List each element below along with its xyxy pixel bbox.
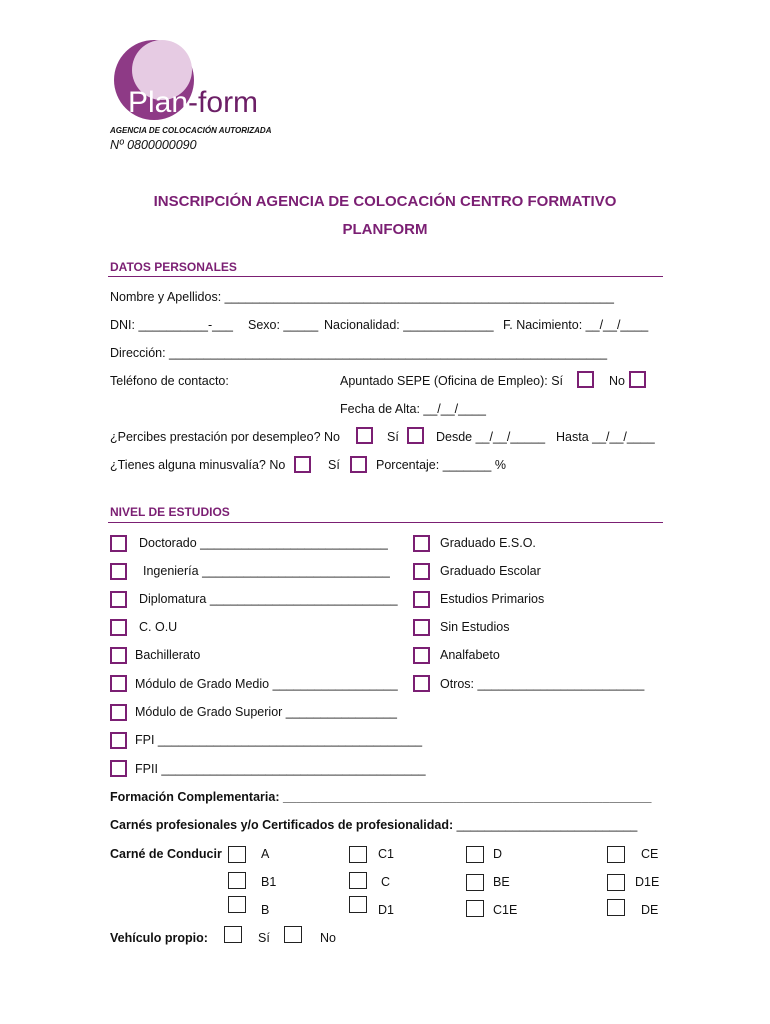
vehicle-no-checkbox[interactable]: [284, 926, 302, 943]
certs-label: Carnés profesionales y/o Certificados de profesionalidad:: [110, 818, 454, 832]
disability-si-label: Sí: [328, 458, 340, 472]
study-label-fpii: FPII ______________________________________: [135, 762, 426, 776]
logo-dash: -: [188, 86, 199, 119]
study-checkbox-fpii[interactable]: [110, 760, 127, 777]
agency-text: AGENCIA DE COLOCACIÓN AUTORIZADA: [110, 126, 272, 135]
study-checkbox-grado-medio[interactable]: [110, 675, 127, 692]
study-label-sin-estudios: Sin Estudios: [440, 620, 510, 634]
license-checkbox-be[interactable]: [466, 874, 484, 891]
study-label-bachillerato: Bachillerato: [135, 648, 201, 662]
vehicle-label: Vehículo propio:: [110, 931, 208, 945]
study-checkbox-doctorado[interactable]: [110, 535, 127, 552]
license-label-c: C: [381, 875, 391, 889]
sex-field[interactable]: Sexo: _____: [248, 318, 319, 332]
study-label-eso: Graduado E.S.O.: [440, 536, 536, 550]
license-label-be: BE: [493, 875, 510, 889]
name-field[interactable]: Nombre y Apellidos: ________________________________________________________: [110, 290, 614, 304]
study-label-cou: C. O.U: [139, 620, 178, 634]
phone-label: Teléfono de contacto:: [110, 374, 229, 388]
license-label-d1e: D1E: [635, 875, 660, 889]
license-label: Carné de Conducir: [110, 847, 222, 861]
license-label-de: DE: [641, 903, 659, 917]
study-label-doctorado: Doctorado ___________________________: [139, 536, 388, 550]
percent-field[interactable]: Porcentaje: _______ %: [376, 458, 506, 472]
study-label-grado-medio: Módulo de Grado Medio __________________: [135, 677, 398, 691]
alta-date-field[interactable]: Fecha de Alta: __/__/____: [340, 402, 486, 416]
license-checkbox-d1e[interactable]: [607, 874, 625, 891]
benefit-label: ¿Percibes prestación por desempleo? No: [110, 430, 340, 444]
license-checkbox-b1[interactable]: [228, 872, 246, 889]
logo: [106, 40, 266, 132]
study-checkbox-fpi[interactable]: [110, 732, 127, 749]
agency-number: Nº 0800000090: [110, 138, 197, 152]
license-checkbox-ce[interactable]: [607, 846, 625, 863]
license-checkbox-c1e[interactable]: [466, 900, 484, 917]
sepe-no-checkbox[interactable]: [629, 371, 646, 388]
license-label-b: B: [261, 903, 270, 917]
license-label-ce: CE: [641, 847, 659, 861]
benefit-no-checkbox[interactable]: [356, 427, 373, 444]
address-field[interactable]: Dirección: _______________________________________________________________: [110, 346, 608, 360]
license-checkbox-d[interactable]: [466, 846, 484, 863]
license-checkbox-c1[interactable]: [349, 846, 367, 863]
license-label-a: A: [261, 847, 270, 861]
study-label-diplomatura: Diplomatura ___________________________: [139, 592, 398, 606]
form-title-line1: INSCRIPCIÓN AGENCIA DE COLOCACIÓN CENTRO FORMATIVO: [153, 193, 617, 210]
study-label-primarios: Estudios Primarios: [440, 592, 545, 606]
license-label-d1: D1: [378, 903, 394, 917]
birth-date-field[interactable]: F. Nacimiento: __/__/____: [503, 318, 649, 332]
license-label-c1e: C1E: [493, 903, 518, 917]
vehicle-si-label: Sí: [258, 931, 270, 945]
license-checkbox-c[interactable]: [349, 872, 367, 889]
hasta-field[interactable]: Hasta __/__/____: [556, 430, 655, 444]
vehicle-si-checkbox[interactable]: [224, 926, 242, 943]
license-label-b1: B1: [261, 875, 277, 889]
study-checkbox-ingenieria[interactable]: [110, 563, 127, 580]
study-label-grado-superior: Módulo de Grado Superior ________________: [135, 705, 398, 719]
section-personal-heading: DATOS PERSONALES: [110, 260, 237, 274]
study-label-ingenieria: Ingeniería ___________________________: [143, 564, 390, 578]
logo-form: form: [198, 86, 259, 119]
study-checkbox-diplomatura[interactable]: [110, 591, 127, 608]
disability-label: ¿Tienes alguna minusvalía? No: [110, 458, 286, 472]
benefit-si-label: Sí: [387, 430, 399, 444]
sepe-no-label: No: [609, 374, 625, 388]
study-checkbox-primarios[interactable]: [413, 591, 430, 608]
license-label-c1: C1: [378, 847, 394, 861]
study-checkbox-otros[interactable]: [413, 675, 430, 692]
sepe-label: Apuntado SEPE (Oficina de Empleo): Sí: [340, 374, 564, 388]
study-label-escolar: Graduado Escolar: [440, 564, 541, 578]
study-checkbox-cou[interactable]: [110, 619, 127, 636]
section-rule: [108, 276, 663, 277]
benefit-si-checkbox[interactable]: [407, 427, 424, 444]
disability-no-checkbox[interactable]: [294, 456, 311, 473]
license-checkbox-b[interactable]: [228, 896, 246, 913]
study-checkbox-grado-superior[interactable]: [110, 704, 127, 721]
logo-plan: Plan: [128, 86, 189, 119]
study-checkbox-escolar[interactable]: [413, 563, 430, 580]
nationality-field[interactable]: Nacionalidad: _____________: [324, 318, 494, 332]
section-studies-heading: NIVEL DE ESTUDIOS: [110, 505, 230, 519]
license-label-d: D: [493, 847, 503, 861]
desde-field[interactable]: Desde __/__/_____: [436, 430, 546, 444]
certs-field[interactable]: [110, 818, 637, 832]
disability-si-checkbox[interactable]: [350, 456, 367, 473]
sepe-si-checkbox[interactable]: [577, 371, 594, 388]
study-checkbox-sin-estudios[interactable]: [413, 619, 430, 636]
study-checkbox-analfabeto[interactable]: [413, 647, 430, 664]
study-checkbox-eso[interactable]: [413, 535, 430, 552]
license-checkbox-de[interactable]: [607, 899, 625, 916]
vehicle-no-label: No: [320, 931, 336, 945]
license-checkbox-d1[interactable]: [349, 896, 367, 913]
study-label-analfabeto: Analfabeto: [440, 648, 500, 662]
dni-field[interactable]: DNI: __________-___: [110, 318, 234, 332]
study-checkbox-bachillerato[interactable]: [110, 647, 127, 664]
training-field[interactable]: Formación Complementaria: _____________________________________________________: [110, 790, 652, 804]
license-checkbox-a[interactable]: [228, 846, 246, 863]
study-label-fpi: FPI ______________________________________: [135, 733, 423, 747]
certs-line: __________________________: [453, 818, 638, 832]
section-rule: [108, 522, 663, 523]
form-title-line2: PLANFORM: [342, 221, 428, 238]
study-label-otros: Otros: ________________________: [440, 677, 645, 691]
